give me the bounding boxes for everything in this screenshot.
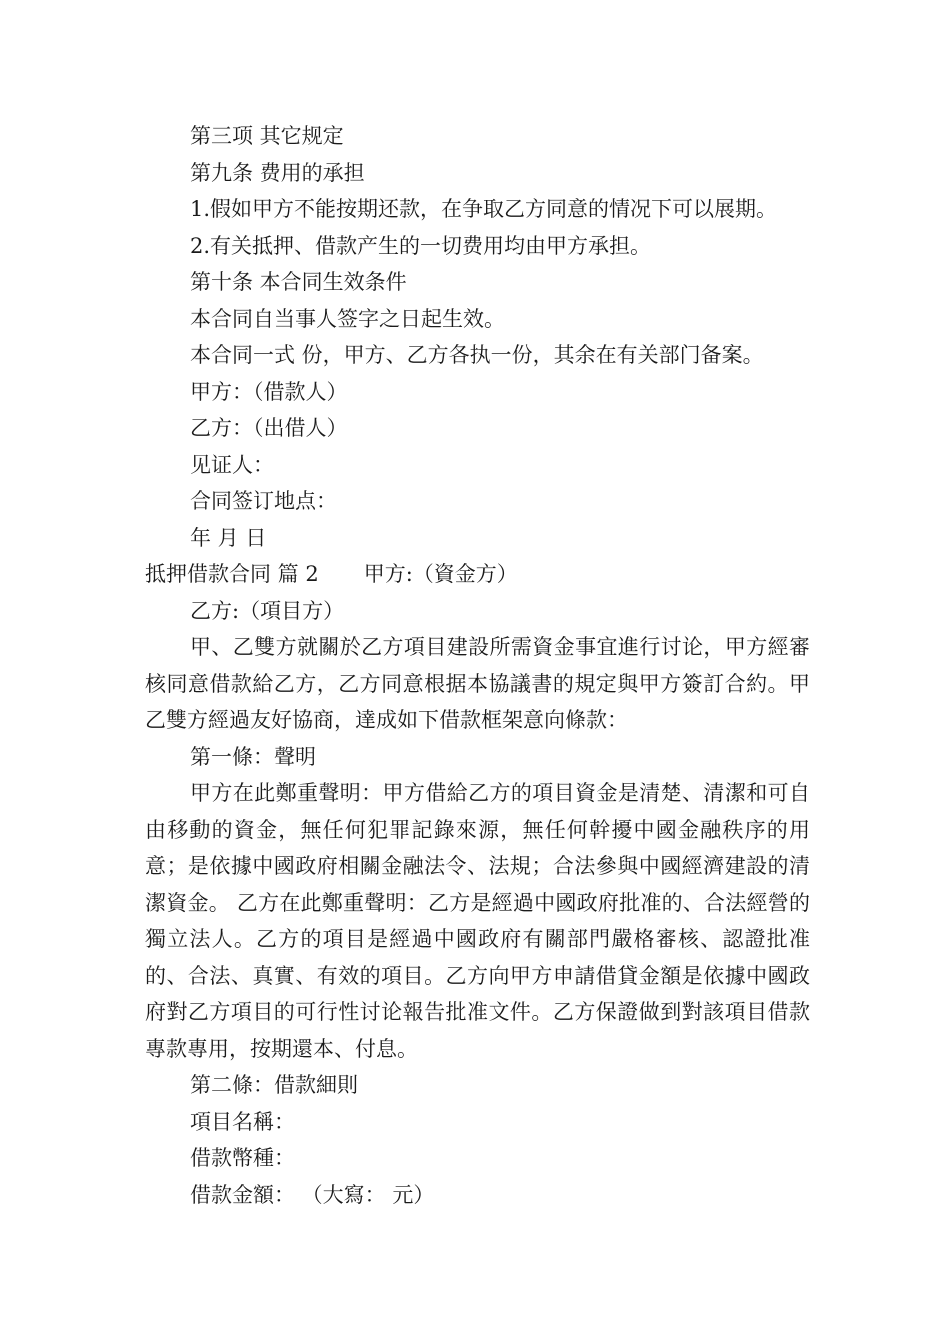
party-a-label: 甲方:（資金方） bbox=[363, 562, 518, 586]
clause-2: 2.有关抵押、借款产生的一切费用均由甲方承担。 bbox=[190, 233, 652, 258]
signing-place-line: 合同签订地点： bbox=[190, 489, 337, 513]
currency-field: 借款幣種： bbox=[190, 1146, 295, 1170]
party-b-label: 乙方:（項目方） bbox=[190, 598, 345, 623]
amount-field: 借款金額： （大寫： 元） bbox=[190, 1182, 435, 1207]
contract-2-title-line bbox=[145, 556, 810, 593]
witness-line: 见证人： bbox=[190, 452, 274, 477]
article-1-heading: 第一條：聲明 bbox=[190, 744, 316, 769]
contract-2-title: 抵押借款合同 篇 2 bbox=[145, 562, 319, 586]
party-a-signature: 甲方：（借款人） bbox=[190, 379, 348, 404]
section-heading: 第三项 其它规定 bbox=[190, 124, 344, 148]
intro-paragraph: 甲、乙雙方就關於乙方項目建設所需資金事宜進行讨论，甲方經審核同意借款給乙方，乙方同意根据本協議書的規定與甲方簽訂合約。甲乙雙方經過友好協商，達成如下借款框架意向條款： bbox=[145, 635, 810, 732]
article-2-heading: 第二條：借款細則 bbox=[190, 1073, 358, 1097]
project-name-field: 項目名稱： bbox=[190, 1109, 295, 1134]
declaration-paragraph: 甲方在此鄭重聲明：甲方借給乙方的項目資金是清楚、清潔和可自由移動的資金，無任何犯罪記錄來源，無任何幹擾中國金融秩序的用意；是依據中國政府相關金融法令、法規；合法參與中國經濟建設的清潔資金。 乙方在此鄭重聲明：乙方是經過中國政府批准的、合法經營的獨立法人。乙方的項目是經過中國政府有關部門嚴格審核、認證批准的、合法、真實、有效的項目。乙方向甲方申請借貸金額是依據中國政府對乙方項目的可行性讨论報告批准文件。乙方保證做到對該項目借款專款專用，按期還本、付息。 bbox=[145, 781, 810, 1061]
clause-1: 1.假如甲方不能按期还款，在争取乙方同意的情况下可以展期。 bbox=[190, 197, 778, 221]
copies-clause: 本合同一式 份，甲方、乙方各执一份，其余在有关部门备案。 bbox=[190, 343, 764, 367]
article-9-heading: 第九条 费用的承担 bbox=[190, 160, 365, 185]
document-body bbox=[145, 118, 810, 1213]
article-10-heading: 第十条 本合同生效条件 bbox=[190, 270, 407, 294]
party-b-signature: 乙方：（出借人） bbox=[190, 416, 348, 440]
effective-clause: 本合同自当事人签字之日起生效。 bbox=[190, 306, 505, 331]
date-line: 年 月 日 bbox=[190, 525, 267, 550]
